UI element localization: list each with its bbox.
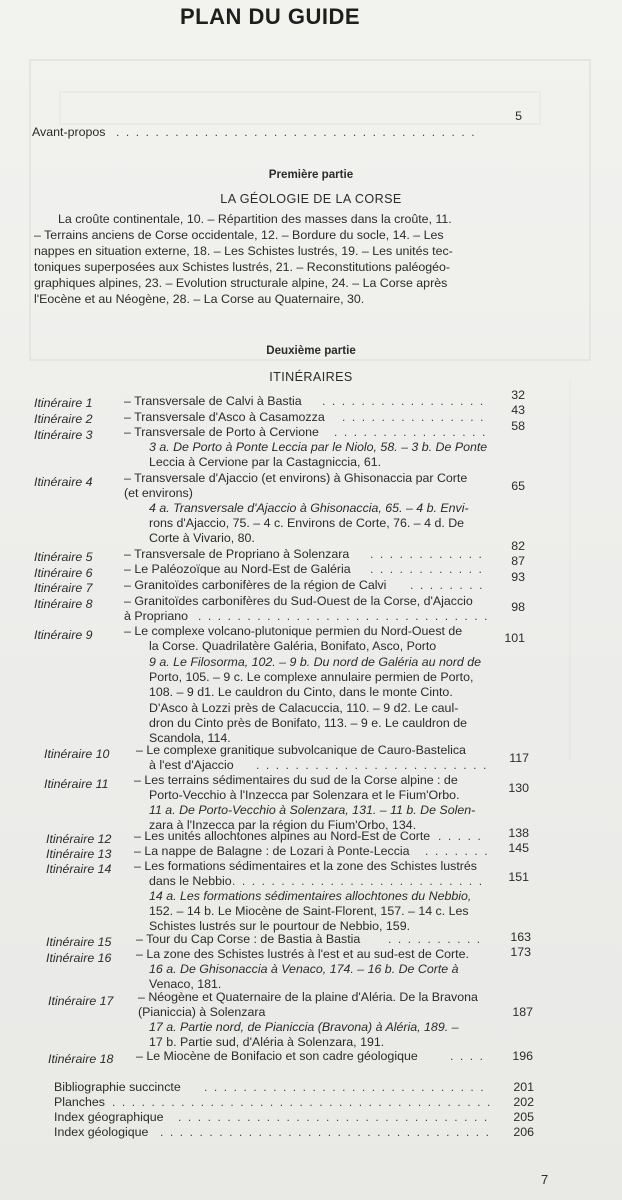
itinerary-page: 98 (511, 600, 525, 614)
itinerary-title: – La zone des Schistes lustrés à l'est et au sud-est de Corte. (136, 947, 469, 961)
back-matter-page: 206 (513, 1125, 534, 1139)
part1-line: graphiques alpines, 23. – Evolution structurale alpine, 24. – La Corse après (34, 276, 448, 290)
itinerary-page: 43 (511, 403, 525, 417)
itinerary-page: 65 (511, 479, 525, 493)
itinerary-title: – Néogène et Quaternaire de la plaine d'Aléria. De la Bravona (138, 990, 478, 1004)
itinerary-title: – Les formations sédimentaires et la zone des Schistes lustrés (134, 859, 477, 873)
part1-line: La croûte continentale, 10. – Répartition des masses dans la croûte, 11. (58, 212, 452, 226)
itinerary-label: Itinéraire 4 (34, 475, 93, 489)
itinerary-subline: 17 b. Partie sud, d'Aléria à Solenzara, 191. (149, 1035, 385, 1049)
itinerary-title: – Le Miocène de Bonifacio et son cadre géologique (136, 1049, 418, 1063)
itinerary-label: Itinéraire 5 (34, 550, 93, 564)
itinerary-label: Itinéraire 13 (46, 847, 112, 861)
back-matter-label: Bibliographie succincte (54, 1080, 181, 1094)
itinerary-subline: Venaco, 181. (149, 977, 222, 991)
itinerary-subline: Schistes lustrés sur le pourtour de Nebbio, 159. (149, 919, 411, 933)
itinerary-subline: 16 a. De Ghisonaccia à Venaco, 174. – 16 b. De Corte à (149, 962, 459, 976)
itinerary-subline: zara à l'Inzecca par la région du Fium'Orbo, 134. (149, 818, 417, 832)
leader-dots (116, 125, 481, 139)
part1-line: nappes en situation externe, 18. – Les Schistes lustrés, 19. – Les unités tec- (34, 244, 453, 258)
itinerary-label: Itinéraire 11 (44, 777, 109, 791)
itinerary-title-cont: dans le Nebbio (149, 874, 232, 888)
leader-dots (342, 410, 487, 424)
back-matter-page: 202 (513, 1095, 534, 1109)
leader-dots (450, 1049, 489, 1063)
itinerary-title: – Transversale d'Asco à Casamozza (124, 410, 325, 424)
itinerary-subline: 9 a. Le Filosorma, 102. – 9 b. Du nord de Galéria au nord de (149, 655, 481, 669)
itinerary-subline: Porto, 105. – 9 c. Le complexe annulaire permien de Porto, (149, 670, 474, 684)
itinerary-label: Itinéraire 12 (46, 832, 112, 846)
itinerary-page: 117 (509, 751, 529, 765)
leader-dots (256, 758, 487, 772)
avant-propos-page: 5 (515, 109, 522, 123)
leader-dots (112, 1095, 491, 1109)
itinerary-label: Itinéraire 7 (34, 581, 93, 595)
leader-dots (370, 547, 487, 561)
itinerary-subline: 108. – 9 d1. Le cauldron du Cinto, dans le monte Cinto. (149, 685, 453, 699)
itinerary-label: Itinéraire 10 (44, 747, 110, 761)
itinerary-label: Itinéraire 17 (48, 994, 114, 1008)
part1-line: l'Eocène et au Néogène, 28. – La Corse au Quaternaire, 30. (34, 292, 365, 306)
page-title: PLAN DU GUIDE (180, 4, 361, 29)
itinerary-label: Itinéraire 18 (48, 1052, 114, 1066)
leader-dots (160, 1125, 491, 1139)
itinerary-subline: 3 a. De Porto à Ponte Leccia par le Niolo, 58. – 3 b. De Ponte (149, 440, 488, 454)
back-matter-label: Planches (54, 1095, 105, 1109)
leader-dots (370, 562, 487, 576)
itinerary-subline: 4 a. Transversale d'Ajaccio à Ghisonaccia, 65. – 4 b. Envi- (149, 501, 469, 515)
itinerary-label: Itinéraire 1 (34, 396, 93, 410)
back-matter-label: Index géologique (54, 1125, 149, 1139)
itinerary-title: – Transversale de Propriano à Solenzara (124, 547, 350, 561)
itinerary-title-cont: (Pianiccia) à Solenzara (138, 1005, 266, 1019)
itinerary-page: 196 (512, 1049, 533, 1063)
itinerary-page: 138 (508, 826, 529, 840)
leader-dots (232, 874, 487, 888)
itinerary-page: 173 (510, 945, 531, 959)
leader-dots (322, 394, 487, 408)
itinerary-label: Itinéraire 15 (46, 935, 112, 949)
itinerary-subline: Leccia à Cervione par la Castagniccia, 61. (149, 455, 382, 469)
part1-line: toniques superposées aux Schistes lustrés, 21. – Reconstitutions paléogéo- (34, 260, 451, 274)
itinerary-page: 151 (508, 870, 529, 884)
itinerary-label: Itinéraire 9 (34, 628, 93, 642)
itinerary-title: – Granitoïdes carbonifères du Sud-Ouest de la Corse, d'Ajaccio (124, 594, 473, 608)
back-matter-page: 201 (513, 1080, 534, 1094)
folio-page-number: 7 (541, 1172, 549, 1187)
itinerary-title: – Transversale de Porto à Cervione (124, 425, 319, 439)
itinerary-page: 32 (511, 388, 525, 402)
back-matter-label: Index géographique (54, 1110, 164, 1124)
back-matter-page: 205 (513, 1110, 534, 1124)
part1-line: – Terrains anciens de Corse occidentale, 12. – Bordure du socle, 14. – Les (34, 228, 444, 242)
itinerary-title: – Transversale d'Ajaccio (et environs) à Ghisonaccia par Corte (124, 471, 468, 485)
itinerary-title-cont: à Propriano (124, 609, 189, 623)
itinerary-subline: Corte à Vivario, 80. (149, 531, 255, 545)
itinerary-title: – Granitoïdes carbonifères de la région de Calvi (124, 578, 387, 592)
part1-title: LA GÉOLOGIE DE LA CORSE (220, 192, 402, 206)
itinerary-page: 82 (511, 539, 525, 553)
itinerary-page: 58 (511, 419, 525, 433)
itinerary-label: Itinéraire 8 (34, 597, 93, 611)
itinerary-title: – Tour du Cap Corse : de Bastia à Bastia (136, 932, 361, 946)
itinerary-page: 187 (512, 1005, 533, 1019)
itinerary-title: – Le Paléozoïque au Nord-Est de Galéria (124, 562, 351, 576)
itinerary-title: – Le complexe volcano-plutonique permien du Nord-Ouest de (124, 624, 463, 638)
leader-dots (198, 609, 487, 623)
itinerary-label: Itinéraire 14 (46, 862, 112, 876)
itinerary-title: – Transversale de Calvi à Bastia (124, 394, 302, 408)
itinerary-label: Itinéraire 6 (34, 566, 93, 580)
itinerary-title: – Les unités allochtones alpines au Nord-Est de Corte (134, 829, 431, 843)
itinerary-title-cont: (et environs) (124, 486, 193, 500)
itinerary-page: 130 (508, 781, 529, 795)
itinerary-label: Itinéraire 2 (34, 412, 93, 426)
leader-dots (388, 932, 487, 946)
leader-dots (204, 1080, 491, 1094)
itinerary-subline: 11 a. De Porto-Vecchio à Solenzara, 131. – 11 b. De Solen- (149, 803, 476, 817)
leader-dots (425, 844, 487, 858)
itinerary-subline: D'Asco à Lozzi près de Calacuccia, 110. – 9 d2. Le caul- (149, 701, 459, 715)
itinerary-title: – Les terrains sédimentaires du sud de la Corse alpine : de (134, 773, 458, 787)
leader-dots (438, 829, 487, 843)
itinerary-label: Itinéraire 3 (34, 428, 93, 442)
leader-dots (178, 1110, 491, 1124)
itinerary-subline: dron du Cinto près de Bonifato, 113. – 9 e. Le cauldron de (149, 716, 468, 730)
part2-title: ITINÉRAIRES (269, 370, 353, 384)
itinerary-page: 163 (510, 930, 531, 944)
leader-dots (334, 425, 487, 439)
itinerary-label: Itinéraire 16 (46, 951, 112, 965)
itinerary-title: – La nappe de Balagne : de Lozari à Ponte-Leccia (134, 844, 410, 858)
itinerary-title-cont: à l'est d'Ajaccio (149, 758, 234, 772)
itinerary-title: – Le complexe granitique subvolcanique de Cauro-Bastelica (136, 743, 466, 757)
part2-label: Deuxième partie (266, 344, 356, 357)
leader-dots (410, 578, 487, 592)
itinerary-subline: 17 a. Partie nord, de Pianiccia (Bravona) à Aléria, 189. – (149, 1020, 459, 1034)
itinerary-page: 101 (504, 631, 525, 645)
itinerary-title-cont: Porto-Vecchio à l'Inzecca par Solenzara et le Fium'Orbo. (149, 788, 460, 802)
itinerary-subline: 152. – 14 b. Le Miocène de Saint-Florent, 157. – 14 c. Les (149, 904, 469, 918)
avant-propos-label: Avant-propos (32, 125, 106, 139)
itinerary-page: 145 (508, 841, 529, 855)
part1-label: Première partie (268, 168, 354, 181)
itinerary-page: 93 (511, 570, 525, 584)
itinerary-title-cont: la Corse. Quadrilatère Galéria, Bonifato, Asco, Porto (149, 639, 437, 653)
itinerary-subline: 14 a. Les formations sédimentaires allochtones du Nebbio, (149, 889, 472, 903)
itinerary-subline: Scandola, 114. (149, 731, 231, 745)
itinerary-page: 87 (511, 554, 525, 568)
itinerary-subline: rons d'Ajaccio, 75. – 4 c. Environs de Corte, 76. – 4 d. De (149, 516, 465, 530)
